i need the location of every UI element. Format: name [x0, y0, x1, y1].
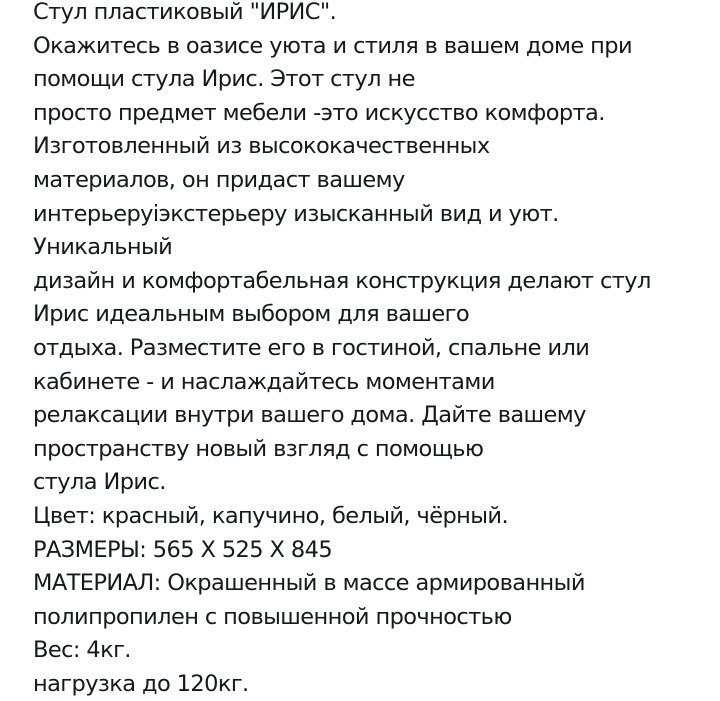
description-line: материалов, он придаст вашему [33, 166, 405, 193]
description-line: Окажитесь в оазисе уюта и стиля в вашем доме при [33, 32, 633, 59]
description-line: интерьеруіэкстерьеру изысканный вид и уют. [33, 200, 559, 227]
description-line: пространству новый взгляд с помощью [33, 435, 484, 462]
description-line: стула Ирис. [33, 469, 166, 496]
product-title: Стул пластиковый "ИРИС". [33, 0, 337, 25]
description-line: дизайн и комфортабельная конструкция делают стул [33, 267, 651, 294]
description-line: кабинете - и наслаждайтесь моментами [33, 368, 495, 395]
description-line: просто предмет мебели -это искусство комфорта. [33, 99, 605, 126]
description-line: Изготовленный из высококачественных [33, 133, 490, 160]
description-line: Ирис идеальным выбором для вашего [33, 301, 470, 328]
description-line: Уникальный [33, 234, 173, 261]
load-spec-line: нагрузка до 120кг. [33, 670, 249, 697]
description-line: релаксации внутри вашего дома. Дайте вашему [33, 402, 586, 429]
description-line: помощи стула Ирис. Этот стул не [33, 66, 415, 93]
color-spec-line: Цвет: красный, капучино, белый, чёрный. [33, 502, 509, 529]
product-description [33, 0, 713, 701]
material-spec-line: полипропилен с повышенной прочностью [33, 603, 512, 630]
size-spec-line: РАЗМЕРЫ: 565 Х 525 Х 845 [33, 536, 333, 563]
description-line: отдыха. Разместите его в гостиной, спальне или [33, 334, 590, 361]
weight-spec-line: Вес: 4кг. [33, 637, 131, 664]
material-spec-line: МАТЕРИАЛ: Окрашенный в массе армированный [33, 570, 585, 597]
